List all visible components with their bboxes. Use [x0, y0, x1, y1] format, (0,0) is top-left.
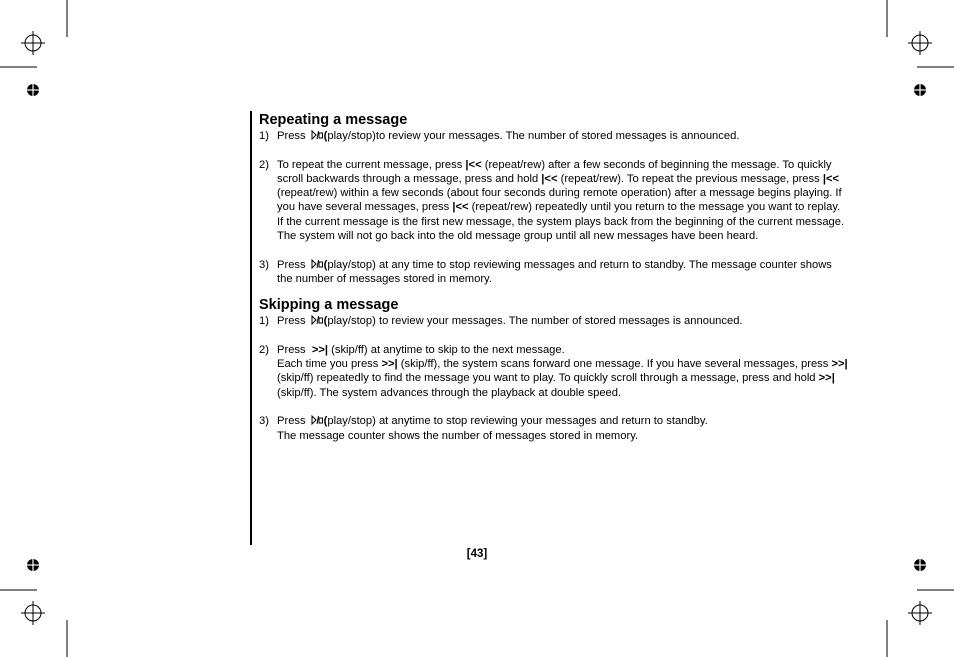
play-stop-icon — [311, 130, 323, 140]
step-1-repeating — [259, 129, 849, 143]
step-text: (skip/ff). The system advances through the playback at double speed. — [277, 386, 622, 399]
registration-mark-top-right — [908, 31, 932, 55]
paren-open: ( — [323, 258, 328, 271]
registration-mark-bottom-left — [21, 601, 45, 625]
press-text: Press — [277, 415, 306, 428]
target-dot-top-left — [25, 82, 41, 98]
step-text: play/stop) to review your messages. The number of stored messages is announced. — [327, 315, 743, 328]
page-content — [259, 112, 849, 443]
skip-ff-key: >>| — [818, 372, 835, 385]
registration-mark-bottom-right — [908, 601, 932, 625]
step-text: Each time you press — [277, 358, 382, 371]
paren-open: ( — [323, 130, 328, 142]
step-text: The message counter shows the number of messages stored in memory. — [277, 429, 639, 442]
press-text: Press — [277, 315, 306, 328]
target-dot-top-right — [912, 82, 928, 98]
step-text: (repeat/rew) after a few seconds of beginning the message. To quickly scroll backwards through a message, press and hold — [277, 158, 832, 185]
step-text: (repeat/rew) within a few seconds (about four seconds during remote operation) after a message begins playing. If you have several messages, press — [277, 187, 842, 214]
left-margin-rule — [250, 111, 252, 545]
step-3-skipping — [259, 414, 849, 443]
repeat-rew-key: |<< — [541, 172, 558, 185]
step-2-repeating — [259, 158, 849, 244]
step-1-skipping — [259, 314, 849, 328]
step-text: (skip/ff) repeatedly to find the message you want to play. To quickly scroll through a message, press and hold — [277, 372, 819, 385]
paren-open: ( — [323, 415, 328, 428]
press-text: Press — [277, 258, 306, 271]
repeat-rew-key: |<< — [465, 158, 482, 171]
step-number: 1) — [259, 315, 269, 328]
repeat-rew-key: |<< — [452, 201, 469, 214]
play-stop-icon — [311, 315, 323, 325]
section-heading-repeating: Repeating a message — [259, 112, 408, 128]
skip-ff-key: >>| — [311, 343, 329, 356]
section-heading-skipping: Skipping a message — [259, 297, 399, 314]
page-number: [43] — [466, 548, 488, 560]
step-number: 3) — [259, 415, 269, 428]
step-text: (repeat/rew) repeatedly until you return to the message you want to replay. If the current message is the first new message, the system plays back from the beginning of the current message. The system will not go back into the old message group until all new messages have been heard. — [277, 201, 845, 243]
skip-ff-key: >>| — [381, 358, 398, 371]
repeat-rew-key: |<< — [822, 172, 840, 185]
step-text: (skip/ff) at anytime to skip to the next message. — [328, 343, 565, 356]
step-text: play/stop) at any time to stop reviewing messages and return to standby. The message counter shows the number of messages stored in memory. — [277, 258, 832, 285]
press-text: Press — [277, 343, 306, 356]
step-number: 2) — [259, 343, 269, 356]
registration-mark-top-left — [21, 31, 45, 55]
step-3-repeating — [259, 258, 849, 287]
paren-open: ( — [323, 315, 328, 328]
step-text: To repeat the current message, press — [277, 158, 466, 171]
step-number: 2) — [259, 158, 269, 171]
play-stop-icon — [311, 415, 323, 425]
step-number: 1) — [259, 130, 269, 142]
step-text: play/stop) at anytime to stop reviewing your messages and return to standby. — [327, 415, 708, 428]
step-text: (skip/ff), the system scans forward one message. If you have several messages, press — [397, 358, 832, 371]
step-text: play/stop)to review your messages. The number of stored messages is announced. — [327, 130, 740, 142]
press-text: Press — [277, 130, 306, 142]
step-number: 3) — [259, 258, 269, 271]
play-stop-icon — [311, 259, 323, 269]
step-text: (repeat/rew). To repeat the previous message, press — [557, 172, 823, 185]
skip-ff-key: >>| — [831, 358, 848, 371]
step-2-skipping — [259, 343, 849, 400]
